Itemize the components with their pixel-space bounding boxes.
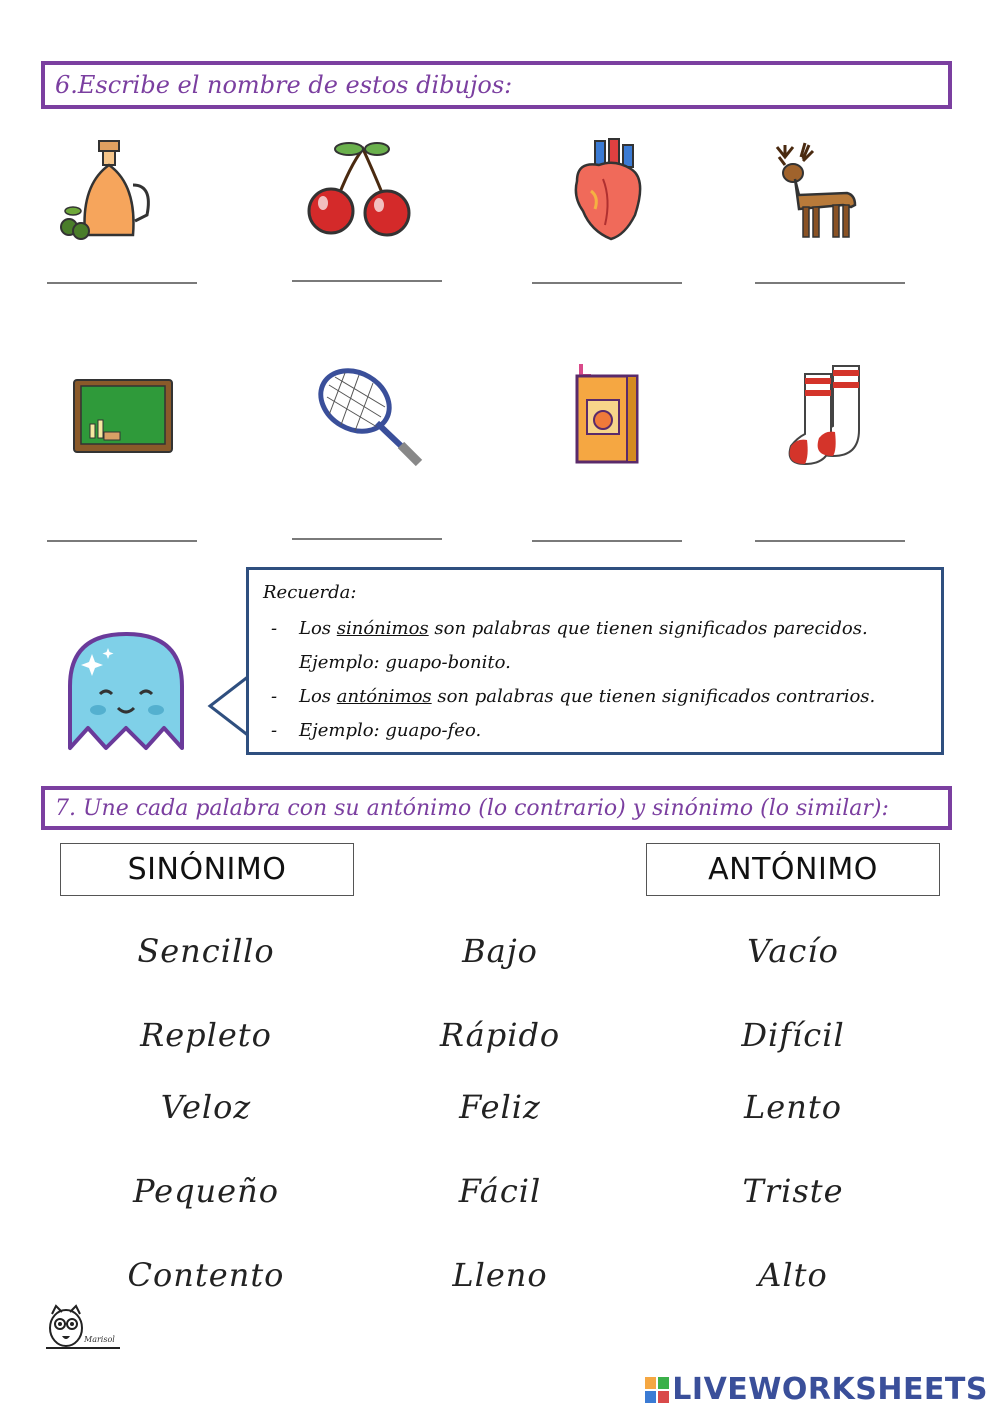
bullet-dash: - <box>271 686 278 707</box>
owl-logo-icon <box>40 1304 124 1352</box>
speech-bubble-pointer <box>206 672 250 742</box>
reminder-line-2: Ejemplo: guapo-bonito. <box>299 652 511 673</box>
answer-line-3[interactable] <box>532 282 682 284</box>
chalkboard-icon <box>68 360 178 470</box>
word-center-4[interactable]: Fácil <box>458 1172 542 1210</box>
reminder-line-1: Los sinónimos son palabras que tienen significados parecidos. <box>299 618 868 639</box>
reminder-title: Recuerda: <box>263 582 357 603</box>
ghost-mascot-icon <box>64 628 188 754</box>
answer-line-4[interactable] <box>755 282 905 284</box>
section-7-header <box>41 786 952 830</box>
word-right-2[interactable]: Difícil <box>741 1016 845 1054</box>
word-left-4[interactable]: Pequeño <box>133 1172 279 1210</box>
word-left-1[interactable]: Sencillo <box>137 932 275 970</box>
reminder-box <box>246 567 944 755</box>
word-center-2[interactable]: Rápido <box>439 1016 561 1054</box>
word-right-1[interactable]: Vacío <box>747 932 839 970</box>
juice-box-icon <box>555 360 665 470</box>
section-6-header <box>41 61 952 109</box>
word-right-5[interactable]: Alto <box>758 1256 828 1294</box>
word-left-3[interactable]: Veloz <box>160 1088 252 1126</box>
answer-line-7[interactable] <box>532 540 682 542</box>
antonym-label: ANTÓNIMO <box>708 852 878 887</box>
brand-name: LIVEWORKSHEETS <box>672 1372 988 1407</box>
word-left-2[interactable]: Repleto <box>140 1016 272 1054</box>
synonym-label-box <box>60 843 354 896</box>
live-logo-icon <box>645 1377 669 1403</box>
reminder-line-3: Los antónimos son palabras que tienen significados contrarios. <box>299 686 876 707</box>
bullet-dash: - <box>271 720 278 741</box>
deer-icon <box>755 135 865 245</box>
heart-organ-icon <box>555 135 665 245</box>
word-right-3[interactable]: Lento <box>744 1088 842 1126</box>
word-center-3[interactable]: Feliz <box>459 1088 541 1126</box>
tennis-racket-icon <box>315 365 425 475</box>
synonym-label: SINÓNIMO <box>127 852 287 887</box>
antonym-label-box <box>646 843 940 896</box>
section-7-title: 7. Une cada palabra con su antónimo (lo contrario) y sinónimo (lo similar): <box>55 795 889 821</box>
answer-line-5[interactable] <box>47 540 197 542</box>
liveworksheets-brand <box>645 1372 988 1407</box>
bullet-dash: - <box>271 618 278 639</box>
word-left-5[interactable]: Contento <box>127 1256 285 1294</box>
socks-icon <box>785 360 895 470</box>
term-antonyms: antónimos <box>336 686 432 707</box>
logo-signature: Marisol <box>84 1335 115 1344</box>
term-synonyms: sinónimos <box>336 618 429 639</box>
word-center-5[interactable]: Lleno <box>452 1256 548 1294</box>
answer-line-1[interactable] <box>47 282 197 284</box>
word-center-1[interactable]: Bajo <box>462 932 538 970</box>
section-6-title: 6.Escribe el nombre de estos dibujos: <box>55 71 513 99</box>
answer-line-6[interactable] <box>292 538 442 540</box>
answer-line-2[interactable] <box>292 280 442 282</box>
olive-oil-bottle-icon <box>55 135 165 245</box>
answer-line-8[interactable] <box>755 540 905 542</box>
cherries-icon <box>305 135 415 245</box>
reminder-line-4: Ejemplo: guapo-feo. <box>299 720 482 741</box>
word-right-4[interactable]: Triste <box>742 1172 844 1210</box>
